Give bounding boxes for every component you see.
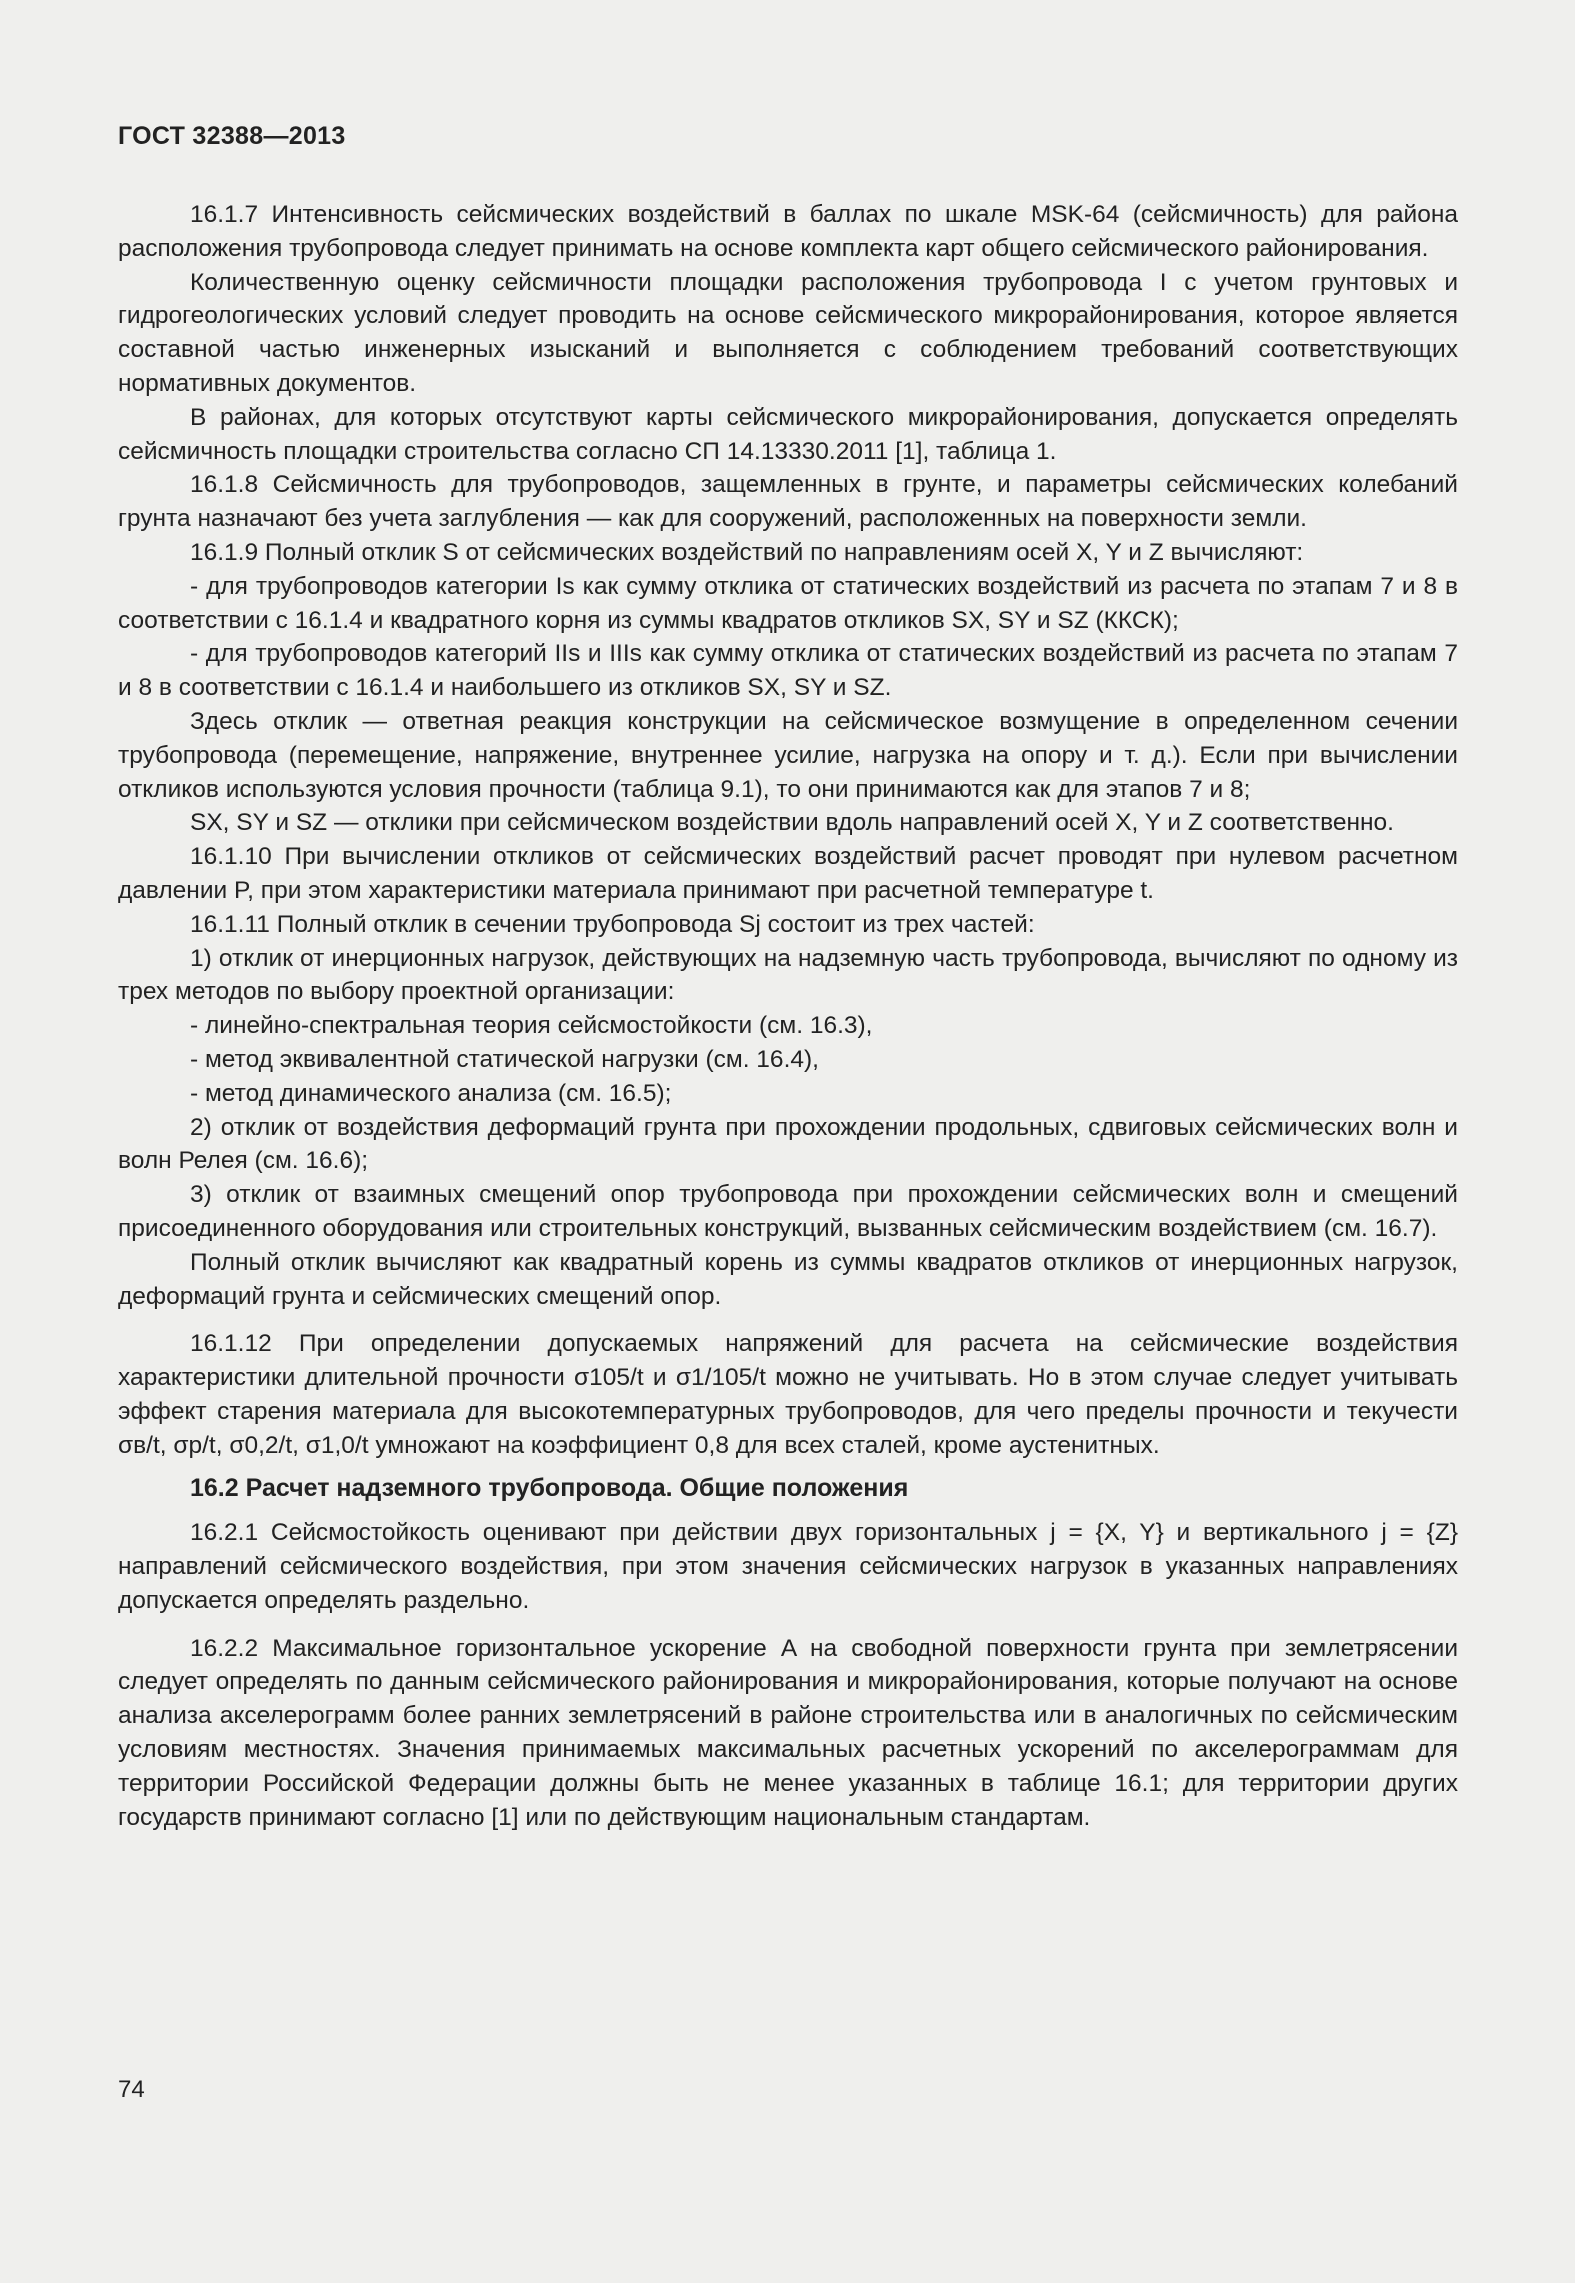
- section-heading-16-2: 16.2 Расчет надземного трубопровода. Общие положения: [190, 1474, 909, 1503]
- list-item-category-iis: - для трубопроводов категорий IIs и IIIs как сумму отклика от статических воздействий из расчета по этапам 7 и 8 в соответствии с 16.1.4 и наибольшего из откликов SX, SY и SZ.: [118, 640, 1458, 702]
- document-body: [118, 198, 1458, 1834]
- list-item-static-load: - метод эквивалентной статической нагрузки (см. 16.4),: [190, 1045, 819, 1073]
- list-item-ground-deformation: 2) отклик от воздействия деформаций грунта при прохождении продольных, сдвиговых сейсмических волн и волн Релея (см. 16.6);: [118, 1113, 1458, 1175]
- paragraph-16-1-8: 16.1.8 Сейсмичность для трубопроводов, защемленных в грунте, и параметры сейсмических колебаний грунта назначают без учета заглубления — как для сооружений, расположенных на поверхности земли.: [118, 471, 1458, 533]
- paragraph-16-1-9: 16.1.9 Полный отклик S от сейсмических воздействий по направлениям осей X, Y и Z вычисляют:: [190, 538, 1304, 566]
- list-item-support-displacement: 3) отклик от взаимных смещений опор трубопровода при прохождении сейсмических волн и смещений присоединенного оборудования или строительных конструкций, вызванных сейсмическим воздействием (см. 16.7).: [118, 1181, 1458, 1242]
- paragraph-16-1-10: 16.1.10 При вычислении откликов от сейсмических воздействий расчет проводят при нулевом расчетном давлении P, при этом характеристики материала принимают при расчетной температуре t.: [118, 843, 1458, 904]
- document-header: ГОСТ 32388—2013: [118, 122, 346, 150]
- list-item-category-is: - для трубопроводов категории Is как сумму отклика от статических воздействий из расчета по этапам 7 и 8 в соответствии с 16.1.4 и квадратного корня из суммы квадратов откликов SX, SY и SZ (ККСК);: [118, 572, 1458, 634]
- paragraph-total-response: Полный отклик вычисляют как квадратный корень из суммы квадратов откликов от инерционных нагрузок, деформаций грунта и сейсмических смещений опор.: [118, 1248, 1458, 1310]
- paragraph-16-2-1: 16.2.1 Сейсмостойкость оценивают при действии двух горизонтальных j = {X, Y} и вертикального j = {Z} направлений сейсмического воздействия, при этом значения сейсмических нагрузок в указанных направлениях допускается определять раздельно.: [118, 1519, 1458, 1614]
- paragraph-site-seismicity: Количественную оценку сейсмичности площадки расположения трубопровода I с учетом грунтовых и гидрогеологических условий следует проводить на основе сейсмического микрорайонирования, которое является составной частью инженерных изысканий и выполняется с соблюдением требований соответствующих нормативных документов.: [118, 268, 1458, 397]
- paragraph-response-definition: Здесь отклик — ответная реакция конструкции на сейсмическое возмущение в определенном сечении трубопровода (перемещение, напряжение, внутреннее усилие, нагрузка на опору и т. д.). Если при вычислении откликов используются условия прочности (таблица 9.1), то они принимаются как для этапов 7 и 8;: [118, 707, 1458, 803]
- paragraph-16-1-11: 16.1.11 Полный отклик в сечении трубопровода Sj состоит из трех частей:: [190, 910, 1035, 938]
- page-number: 74: [118, 2076, 145, 2103]
- paragraph-response-axes: SX, SY и SZ — отклики при сейсмическом воздействии вдоль направлений осей X, Y и Z соответственно.: [190, 809, 1394, 837]
- paragraph-16-1-12: 16.1.12 При определении допускаемых напряжений для расчета на сейсмические воздействия характеристики длительной прочности σ105/t и σ1/105/t можно не учитывать. Но в этом случае следует учитывать эффект старения материала для высокотемпературных трубопроводов, для чего пределы прочности и текучести σв/t, σp/t, σ0,2/t, σ1,0/t умножают на коэффициент 0,8 для всех сталей, кроме аустенитных.: [118, 1330, 1458, 1459]
- paragraph-16-2-2: 16.2.2 Максимальное горизонтальное ускорение A на свободной поверхности грунта при землетрясении следует определять по данным сейсмического районирования и микрорайонирования, которые получают на основе анализа акселерограмм более ранних землетрясений в районе строительства или в аналогичных по сейсмическим условиям местностях. Значения принимаемых максимальных расчетных ускорений по акселерограммам для территории Российской Федерации должны быть не менее указанных в таблице 16.1; для территории других государств принимают согласно [1] или по действующим национальным стандартам.: [118, 1634, 1458, 1831]
- paragraph-16-1-7: 16.1.7 Интенсивность сейсмических воздействий в баллах по шкале MSK-64 (сейсмичность) для района расположения трубопровода следует принимать на основе комплекта карт общего сейсмического районирования.: [118, 201, 1458, 262]
- list-item-inertial: 1) отклик от инерционных нагрузок, действующих на надземную часть трубопровода, вычисляют по одному из трех методов по выбору проектной организации:: [118, 944, 1458, 1006]
- list-item-linear-spectral: - линейно-спектральная теория сейсмостойкости (см. 16.3),: [190, 1012, 873, 1040]
- list-item-dynamic-analysis: - метод динамического анализа (см. 16.5);: [190, 1079, 672, 1107]
- paragraph-microzoning: В районах, для которых отсутствуют карты сейсмического микрорайонирования, допускается определять сейсмичность площадки строительства согласно СП 14.13330.2011 [1], таблица 1.: [118, 403, 1458, 465]
